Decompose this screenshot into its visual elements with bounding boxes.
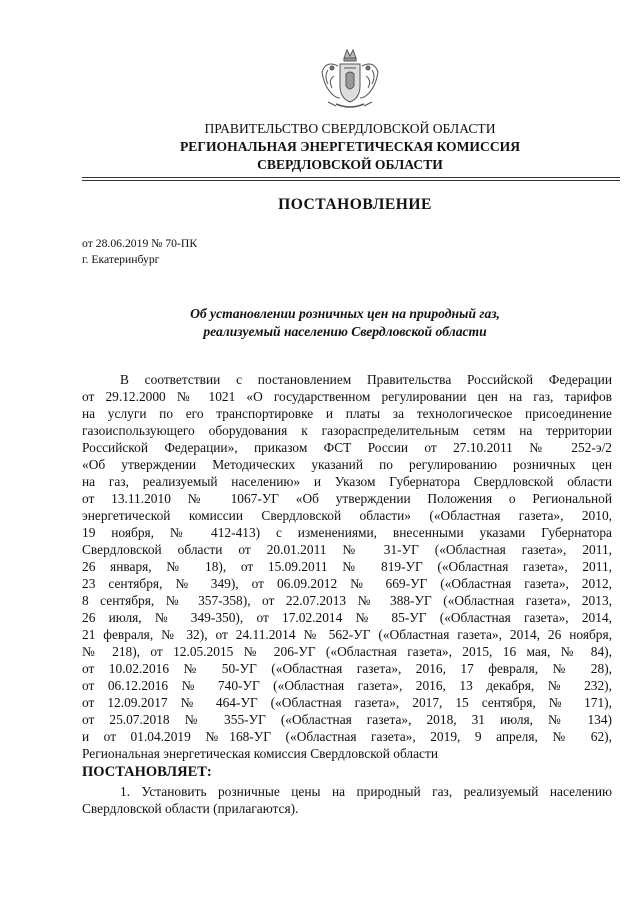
header-divider-secondary xyxy=(82,180,620,181)
preamble-line: В соответствии с постановлением Правительства Российской Федерации xyxy=(120,372,612,387)
government-title: ПРАВИТЕЛЬСТВО СВЕРДЛОВСКОЙ ОБЛАСТИ xyxy=(204,121,496,136)
preamble-line: 26 июля, № 349-350), от 17.02.2014 № 85-УГ («Областная газета», 2014, xyxy=(82,610,612,625)
clause-line: Свердловской области (прилагаются). xyxy=(82,801,299,816)
preamble-line: на услуги по его транспортировке и платы за технологическое присоединение xyxy=(82,406,612,421)
coat-of-arms-emblem xyxy=(314,46,386,116)
document-city: г. Екатеринбург xyxy=(82,253,160,266)
preamble-line: Российской Федерации», приказом ФСТ России от 27.10.2011 № 252-э/2 xyxy=(82,440,612,455)
preamble-line: № 218), от 12.05.2015 № 206-УГ («Областная газета», 2015, 16 мая, № 84), xyxy=(82,644,612,659)
resolves-heading: ПОСТАНОВЛЯЕТ: xyxy=(82,764,212,780)
preamble-line: «Об утверждении Методических указаний по регулированию розничных цен xyxy=(82,457,612,472)
preamble-line: 23 сентября, № 349), от 06.09.2012 № 669-УГ («Областная газета», 2012, xyxy=(82,576,612,591)
clause-line: 1. Установить розничные цены на природный газ, реализуемый населению xyxy=(120,784,612,799)
commission-title-line2: СВЕРДЛОВСКОЙ ОБЛАСТИ xyxy=(257,157,443,172)
preamble-line: Региональная энергетическая комиссия Свердловской области xyxy=(82,746,439,761)
preamble-line: 26 января, № 18), от 15.09.2011 № 819-УГ («Областная газета», 2011, xyxy=(82,559,612,574)
preamble-line: от 10.02.2016 № 50-УГ («Областная газета», 2016, 17 февраля, № 28), xyxy=(82,661,612,676)
preamble-line: от 13.11.2010 № 1067-УГ «Об утверждении Положения о Региональной xyxy=(82,491,612,506)
document-date-number: от 28.06.2019 № 70-ПК xyxy=(82,237,198,250)
preamble-line: 8 сентября, № 357-358), от 22.07.2013 № 388-УГ («Областная газета», 2013, xyxy=(82,593,612,608)
preamble-line: энергетической комиссии Свердловской области» («Областная газета», 2010, xyxy=(82,508,612,523)
preamble-line: от 06.12.2016 № 740-УГ («Областная газета», 2016, 13 декабря, № 232), xyxy=(82,678,612,693)
preamble-line: и от 01.04.2019 №168-УГ («Областная газета», 2019, 9 апреля, № 62), xyxy=(82,729,612,744)
preamble-line: на газ, реализуемый населению» и Указом Губернатора Свердловской области xyxy=(82,474,612,489)
preamble-line: от 12.09.2017 № 464-УГ («Областная газета», 2017, 15 сентября, № 171), xyxy=(82,695,612,710)
header-divider xyxy=(82,177,620,178)
preamble-line: от 29.12.2000 № 1021 «О государственном регулировании цен на газ, тарифов xyxy=(82,389,612,404)
preamble-line: 19 ноября, № 412-413) с изменениями, внесенными указами Губернатора xyxy=(82,525,612,540)
document-type-heading: ПОСТАНОВЛЕНИЕ xyxy=(278,196,432,213)
document-subject-line2: реализуемый населению Свердловской области xyxy=(203,324,487,339)
preamble-line: Свердловской области от 20.01.2011 № 31-УГ («Областная газета», 2011, xyxy=(82,542,612,557)
commission-title-line1: РЕГИОНАЛЬНАЯ ЭНЕРГЕТИЧЕСКАЯ КОМИССИЯ xyxy=(179,139,521,154)
preamble-line: газоиспользующего оборудования к газораспределительным сетям на территории xyxy=(82,423,612,438)
document-subject-line1: Об установлении розничных цен на природный газ, xyxy=(190,306,500,321)
preamble-line: от 25.07.2018 № 355-УГ («Областная газета», 2018, 31 июля, № 134) xyxy=(82,712,612,727)
preamble-line: 21 февраля, № 32), от 24.11.2014 № 562-УГ («Областная газета», 2014, 26 ноября, xyxy=(82,627,612,642)
